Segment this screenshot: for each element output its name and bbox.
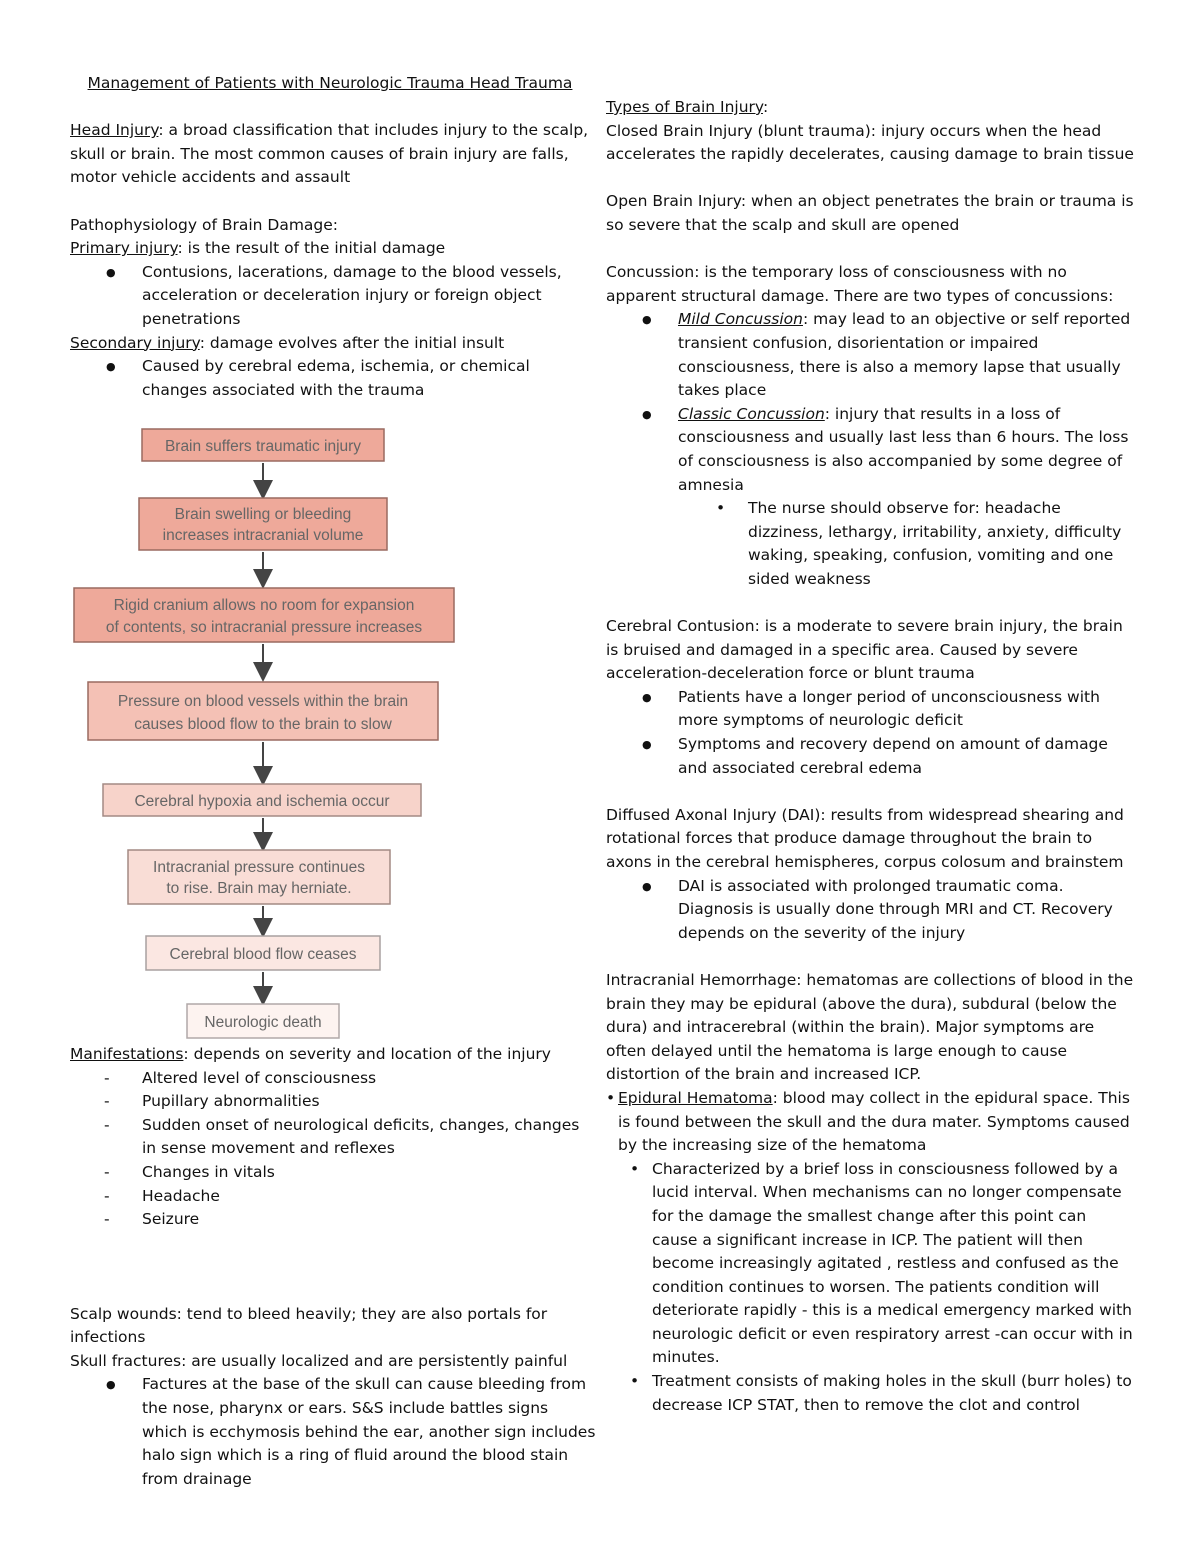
types-heading (606, 96, 1136, 120)
left-column-lower (70, 1043, 596, 1491)
flow-text-6a: Intracranial pressure continues (153, 859, 365, 876)
pathophysiology-heading: Pathophysiology of Brain Damage: (70, 215, 339, 234)
list-item: • The nurse should observe for: headache dizziness, lethargy, irritability, anxiety, difficulty waking, speaking, confusion, vomiting and one sided weakness (606, 497, 1136, 591)
list-item: - Sudden onset of neurological deficits, changes, changes in sense movement and reflexes (70, 1114, 596, 1161)
flow-text-4a: Pressure on blood vessels within the brain (117, 693, 409, 710)
flow-text-5: Cerebral hypoxia and ischemia occur (134, 793, 390, 810)
primary-injury-term: Primary injury (70, 239, 178, 258)
head-injury-text: : a broad classification that includes injury to the scalp, skull or brain. The most common causes of brain injury are falls, motor vehicle accidents and assault (70, 121, 589, 187)
open-injury-paragraph: Open Brain Injury: when an object penetrates the brain or trauma is so severe that the scalp and skull are opened (606, 192, 1134, 234)
list-item: - Pupillary abnormalities (70, 1090, 596, 1114)
bullet-icon: • (606, 1088, 616, 1107)
page-title: Management of Patients with Neurologic Trauma Head Trauma (87, 74, 573, 92)
manifestations-list (70, 1067, 596, 1232)
classic-concussion-text: : injury that results in a loss of consciousness and usually last less than 6 hours. The loss of consciousness is also accompanied by some degree of amnesia (678, 404, 1129, 494)
closed-injury-paragraph: Closed Brain Injury (blunt trauma): injury occurs when the head accelerates the rapidly decelerates, causing damage to brain tissue (606, 121, 1134, 164)
contusion-paragraph: Cerebral Contusion: is a moderate to severe brain injury, the brain is bruised and damaged in a specific area. Caused by severe acceleration-deceleration force or blunt trauma (606, 617, 1123, 683)
list-item (606, 308, 1136, 402)
concussion-sublist (606, 497, 1136, 591)
list-item: ● Contusions, lacerations, damage to the blood vessels, acceleration or deceleration injury or foreign object penetrations (70, 261, 590, 332)
secondary-injury-list (70, 355, 590, 402)
list-item: • Characterized by a brief loss in consciousness followed by a lucid interval. When mechanisms can no longer compensate for the damage the smallest change after this point can cause a significant increase in ICP. The patient will then become increasingly agitated , restless and confused as the condition continues to worsen. The patients condition will deteriorate rapidly - this is a medical emergency marked with neurologic deficit or even respiratory arrest -can occur with in minutes. (606, 1158, 1136, 1370)
manifestations-term: Manifestations (70, 1045, 184, 1063)
list-item: - Headache (70, 1185, 596, 1209)
list-item: ● Symptoms and recovery depend on amount of damage and associated cerebral edema (606, 733, 1136, 780)
scalp-wounds-paragraph: Scalp wounds: tend to bleed heavily; they are also portals for infections (70, 1304, 548, 1347)
list-item: ● Patients have a longer period of unconsciousness with more symptoms of neurologic deficit (606, 686, 1136, 733)
flow-text-1: Brain suffers traumatic injury (164, 438, 362, 455)
right-column (606, 96, 1136, 1417)
head-injury-paragraph (70, 119, 590, 190)
epidural-text: : blood may collect in the epidural space. This is found between the skull and the dura mater. Symptoms caused by the increasing size of the hematoma (618, 1088, 1130, 1155)
flow-text-7: Cerebral blood flow ceases (169, 946, 357, 963)
head-injury-term: Head Injury (70, 121, 159, 140)
epidural-hematoma-item (606, 1087, 1136, 1158)
classic-concussion-term: Classic Concussion (678, 404, 825, 423)
primary-injury-line (70, 237, 590, 261)
dai-list (606, 875, 1136, 946)
skull-fractures-paragraph: Skull fractures: are usually localized and are persistently painful (70, 1351, 568, 1370)
manifestations-text: : depends on severity and location of the injury (183, 1045, 551, 1063)
manifestations-line (70, 1043, 596, 1067)
list-item: ● DAI is associated with prolonged traumatic coma. Diagnosis is usually done through MRI and CT. Recovery depends on the severity of the injury (606, 875, 1136, 946)
left-column (70, 72, 590, 402)
list-item (606, 403, 1136, 497)
secondary-injury-term: Secondary injury (70, 333, 200, 352)
skull-fractures-list (70, 1373, 596, 1491)
flow-text-2a: Brain swelling or bleeding (174, 506, 352, 523)
dai-paragraph: Diffused Axonal Injury (DAI): results from widespread shearing and rotational forces that produce damage throughout the brain to axons in the cerebral hemispheres, corpus colosum and brainstem (606, 805, 1124, 871)
concussion-paragraph: Concussion: is the temporary loss of consciousness with no apparent structural damage. There are two types of concussions: (606, 263, 1114, 305)
list-item: • Treatment consists of making holes in the skull (burr holes) to decrease ICP STAT, then to remove the clot and control (606, 1370, 1136, 1417)
list-item: ● Factures at the base of the skull can cause bleeding from the nose, pharynx or ears. S&S include battles signs which is ecchymosis behind the ear, another sign includes halo sign which is a ring of fluid around the blood stain from drainage (70, 1373, 596, 1491)
epidural-term: Epidural Hematoma (618, 1088, 773, 1107)
flow-text-2b: increases intracranial volume (162, 527, 364, 544)
epidural-list (606, 1158, 1136, 1418)
flow-text-3a: Rigid cranium allows no room for expansion (113, 597, 415, 614)
flow-text-6b: to rise. Brain may herniate. (166, 880, 352, 897)
secondary-injury-line (70, 332, 590, 356)
contusion-list (606, 686, 1136, 780)
concussion-list (606, 308, 1136, 497)
flow-text-3b: of contents, so intracranial pressure increases (105, 619, 423, 636)
secondary-injury-text: : damage evolves after the initial insult (199, 333, 505, 352)
types-heading-text: Types of Brain Injury (606, 98, 763, 116)
types-heading-colon: : (762, 98, 769, 116)
primary-injury-text: : is the result of the initial damage (177, 239, 446, 258)
primary-injury-list (70, 261, 590, 332)
list-item: - Seizure (70, 1208, 596, 1232)
flow-text-8: Neurologic death (204, 1014, 322, 1031)
brain-injury-flowchart (70, 424, 540, 1048)
mild-concussion-text: : may lead to an objective or self reported transient confusion, disorientation or impaired consciousness, there is also a memory lapse that usually takes place (678, 310, 1131, 400)
mild-concussion-term: Mild Concussion (678, 310, 803, 329)
list-item: - Changes in vitals (70, 1161, 596, 1185)
list-item: - Altered level of consciousness (70, 1067, 596, 1091)
hemorrhage-paragraph: Intracranial Hemorrhage: hematomas are collections of blood in the brain they may be epidural (above the dura), subdural (below the dura) and intracerebral (within the brain). Major symptoms are often delayed until the hematoma is large enough to cause distortion of the brain and increased ICP. (606, 970, 1134, 1084)
flow-text-4b: causes blood flow to the brain to slow (134, 716, 392, 733)
list-item: ● Caused by cerebral edema, ischemia, or chemical changes associated with the trauma (70, 355, 590, 402)
